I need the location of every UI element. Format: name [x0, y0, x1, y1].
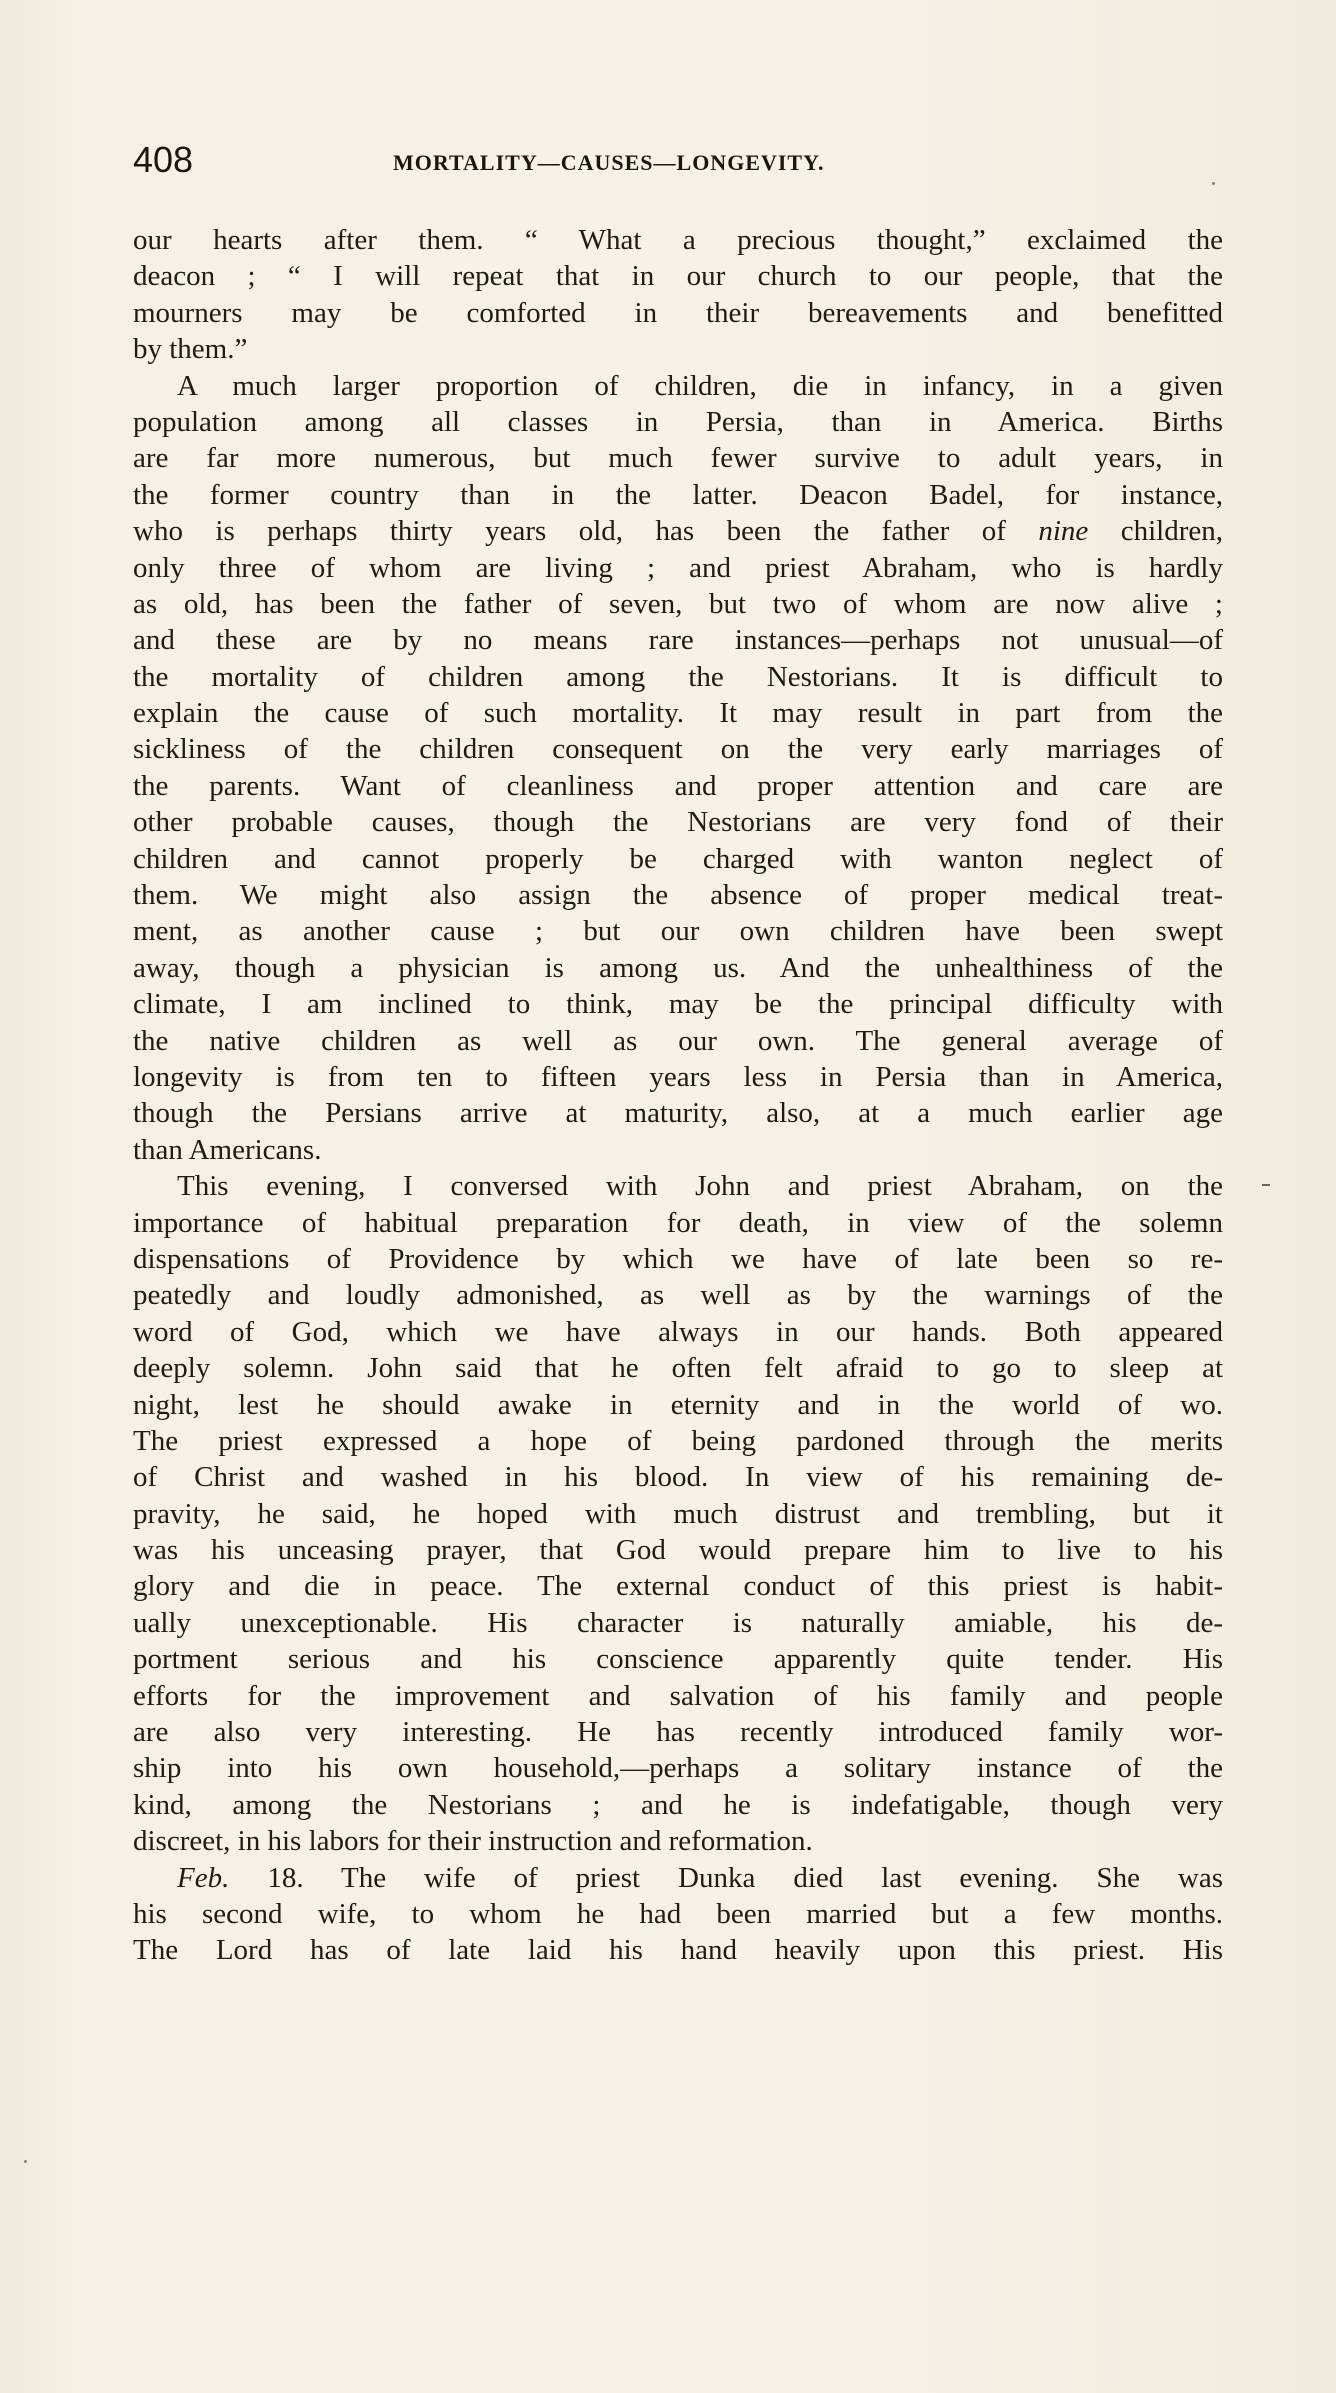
text-line: of Christ and washed in his blood. In view of his remaining de-	[133, 1461, 1223, 1494]
text-line: mourners may be comforted in their bereavements and benefitted	[133, 296, 1223, 329]
running-head: MORTALITY—CAUSES—LONGEVITY.	[393, 150, 825, 175]
text-line: as old, has been the father of seven, but two of whom are now alive ;	[133, 587, 1223, 620]
paragraph-start-line: A much larger proportion of children, die in infancy, in a given	[177, 369, 1223, 402]
text-line: are far more numerous, but much fewer survive to adult years, in	[133, 442, 1223, 475]
text-line: are also very interesting. He has recently introduced family wor-	[133, 1716, 1223, 1749]
text-line: the former country than in the latter. Deacon Badel, for instance,	[133, 478, 1223, 511]
text-line: deacon ; “ I will repeat that in our church to our people, that the	[133, 260, 1223, 293]
text-line: pravity, he said, he hoped with much distrust and trembling, but it	[133, 1497, 1223, 1530]
text-line: portment serious and his conscience apparently quite tender. His	[133, 1643, 1223, 1676]
text-line: dispensations of Providence by which we have of late been so re-	[133, 1242, 1223, 1275]
dated-entry-line	[133, 1860, 1223, 1896]
text-line: and these are by no means rare instances—perhaps not unusual—of	[133, 624, 1223, 657]
text-line: word of God, which we have always in our hands. Both appeared	[133, 1315, 1223, 1348]
page-number: 408	[133, 139, 194, 180]
text-segment: 18. The wife of priest Dunka died last evening. She was	[267, 1861, 1223, 1894]
text-line: our hearts after them. “ What a precious thought,” exclaimed the	[133, 224, 1223, 256]
page-header	[133, 140, 1223, 180]
date-abbreviation: Feb.	[177, 1861, 230, 1894]
text-line: night, lest he should awake in eternity and in the world of wo.	[133, 1388, 1223, 1421]
text-line: children and cannot properly be charged with wanton neglect of	[133, 842, 1223, 875]
text-line: importance of habitual preparation for death, in view of the solemn	[133, 1206, 1223, 1239]
paper-speck	[24, 2160, 27, 2163]
text-line: other probable causes, though the Nestorians are very fond of their	[133, 806, 1223, 839]
text-line: the native children as well as our own. The general average of	[133, 1024, 1223, 1057]
text-line: population among all classes in Persia, than in America. Births	[133, 405, 1223, 438]
text-line: the parents. Want of cleanliness and proper attention and care are	[133, 769, 1223, 802]
text-line: discreet, in his labors for their instruction and reformation.	[133, 1825, 813, 1858]
text-line: peatedly and loudly admonished, as well as by the warnings of the	[133, 1279, 1223, 1312]
text-line: by them.”	[133, 333, 248, 366]
text-line: The priest expressed a hope of being pardoned through the merits	[133, 1424, 1223, 1457]
text-line: sickliness of the children consequent on the very early marriages of	[133, 733, 1223, 766]
text-line: was his unceasing prayer, that God would prepare him to live to his	[133, 1534, 1223, 1567]
text-line: deeply solemn. John said that he often felt afraid to go to sleep at	[133, 1352, 1223, 1385]
text-line: climate, I am inclined to think, may be the principal difficulty with	[133, 988, 1223, 1021]
text-line: longevity is from ten to fifteen years less in Persia than in America,	[133, 1060, 1223, 1093]
text-line: his second wife, to whom he had been married but a few months.	[133, 1897, 1223, 1930]
text-line: ship into his own household,—perhaps a solitary instance of the	[133, 1752, 1223, 1785]
text-line: only three of whom are living ; and priest Abraham, who is hardly	[133, 551, 1223, 584]
text-line-with-italic	[133, 513, 1223, 549]
text-line: explain the cause of such mortality. It may result in part from the	[133, 697, 1223, 730]
text-line: away, though a physician is among us. And the unhealthiness of the	[133, 951, 1223, 984]
text-line: ment, as another cause ; but our own children have been swept	[133, 915, 1223, 948]
text-line: ually unexceptionable. His character is naturally amiable, his de-	[133, 1606, 1223, 1639]
text-line: the mortality of children among the Nestorians. It is difficult to	[133, 660, 1223, 693]
paper-speck	[1212, 182, 1215, 185]
body-text	[133, 222, 1223, 1969]
margin-dash-mark	[1262, 1184, 1270, 1186]
paragraph-start-line: This evening, I conversed with John and priest Abraham, on the	[177, 1170, 1223, 1203]
text-line: than Americans.	[133, 1133, 322, 1166]
text-line: though the Persians arrive at maturity, also, at a much earlier age	[133, 1097, 1223, 1130]
italic-word: nine	[1038, 515, 1089, 548]
text-segment: who is perhaps thirty years old, has been the father of	[133, 515, 1039, 548]
text-line: kind, among the Nestorians ; and he is indefatigable, though very	[133, 1788, 1223, 1821]
text-line: them. We might also assign the absence of proper medical treat-	[133, 879, 1223, 912]
text-segment: children,	[1088, 515, 1223, 548]
text-line: efforts for the improvement and salvation of his family and people	[133, 1679, 1223, 1712]
text-line: glory and die in peace. The external conduct of this priest is habit-	[133, 1570, 1223, 1603]
text-line: The Lord has of late laid his hand heavily upon this priest. His	[133, 1934, 1223, 1967]
